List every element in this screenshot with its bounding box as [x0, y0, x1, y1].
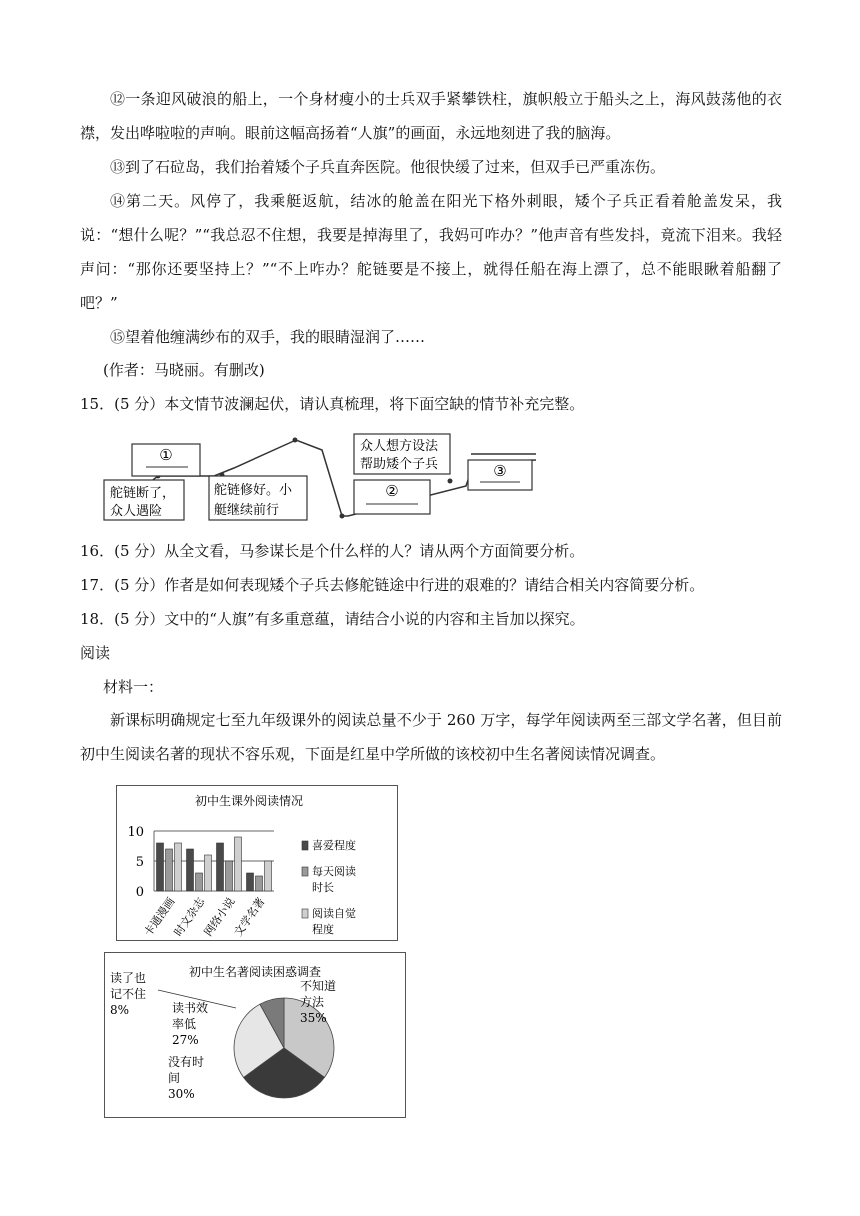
reading-intro: 新课标明确规定七至九年级课外的阅读总量不少于 260 万字，每学年阅读两至三部文学名著，但目前初中生阅读名著的现状不容乐观，下面是红星中学所做的该校初中生名著阅读情况调查。: [80, 711, 782, 763]
pie-label-0: 不知道: [300, 979, 337, 993]
plot-blank-1: ①: [159, 446, 173, 464]
plot-box-a-line1: 舵链断了，: [110, 486, 176, 501]
bar-category-label: 时文杂志: [171, 895, 208, 939]
story-paragraph-14: ⑭第二天。风停了，我乘艇返航，结冰的舱盖在阳光下格外刺眼，矮个子兵正看着舱盖发呆，我说：“想什么呢？”“我总忍不住想，我要是掉海里了，我妈可咋办？”他声音有些发抖，竟流下泪来。我轻声问：“那你还要坚持上？”“不上咋办？舵链要是不接上，就得任船在海上漂了，总不能眼瞅着船翻了吧？”: [80, 192, 782, 312]
legend-swatch: [302, 867, 308, 876]
pie-label-1: 30%: [168, 1087, 195, 1101]
bar-0-1: [166, 849, 173, 891]
reading-heading: 阅读: [80, 644, 111, 662]
bar-0-2: [175, 843, 182, 891]
pie-label-1: 没有时: [168, 1055, 205, 1069]
legend-swatch: [302, 909, 308, 918]
bar-category-label: 文学名著: [231, 895, 268, 939]
material-1-label: 材料一：: [103, 678, 164, 696]
question-15: 15．(5 分）本文情节波澜起伏，请认真梳理，将下面空缺的情节补充完整。: [80, 395, 585, 413]
bar-2-1: [226, 861, 233, 891]
bar-category-label: 网络小说: [201, 895, 238, 939]
question-18: 18．(5 分）文中的“人旗”有多重意蕴，请结合小说的内容和主旨加以探究。: [80, 610, 585, 628]
plot-blank-2: ②: [385, 482, 399, 500]
pie-label-0: 方法: [300, 995, 325, 1009]
plot-flow-diagram: [96, 430, 546, 526]
legend-label: 每天阅读: [312, 865, 356, 878]
bar-1-2: [205, 855, 212, 891]
legend-swatch: [302, 841, 308, 850]
question-17: 17．(5 分）作者是如何表现矮个子兵去修舵链途中行进的艰难的？请结合相关内容简要分析。: [80, 576, 705, 594]
pie-label-2: 27%: [172, 1033, 199, 1047]
bar-1-1: [196, 873, 203, 891]
plot-box-a-line2: 众人遇险: [110, 504, 163, 519]
bar-2-2: [235, 837, 242, 891]
bar-1-0: [187, 849, 194, 891]
story-paragraph-12: ⑫一条迎风破浪的船上，一个身材瘦小的士兵双手紧攀铁柱，旗帜般立于船头之上，海风鼓荡他的衣襟，发出哗啦啦的声响。眼前这幅高扬着“人旗”的画面，永远地刻进了我的脑海。: [80, 90, 782, 142]
legend-label: 喜爱程度: [312, 839, 356, 852]
plot-box-b-line2: 艇继续前行: [214, 503, 280, 518]
bar-3-1: [256, 876, 263, 891]
bar-y-tick-label: 10: [127, 825, 144, 840]
legend-label: 程度: [312, 923, 334, 936]
plot-blank-3: ③: [493, 462, 507, 480]
reading-pie-chart: [104, 952, 406, 1118]
bar-3-2: [265, 861, 272, 891]
author-note: (作者：马晓丽。有删改): [103, 361, 265, 379]
legend-label: 时长: [312, 881, 334, 894]
pie-chart-title: 初中生名著阅读困惑调查: [188, 965, 322, 979]
question-16: 16．(5 分）从全文看，马参谋长是个什么样的人？请从两个方面简要分析。: [80, 542, 585, 560]
legend-label: 阅读自觉: [312, 907, 356, 920]
plot-box-c-line2: 帮助矮个子兵: [360, 457, 439, 472]
story-paragraph-15: ⑮望着他缠满纱布的双手，我的眼睛湿润了……: [110, 328, 426, 346]
pie-label-3: 读了也: [110, 971, 147, 985]
bar-3-0: [247, 873, 254, 891]
pie-label-0: 35%: [300, 1011, 327, 1025]
bar-y-tick-label: 5: [135, 855, 144, 870]
bar-category-label: 卡通漫画: [141, 895, 178, 939]
plot-box-b-line1: 舵链修好。小: [214, 483, 293, 498]
reading-bar-chart: [116, 785, 398, 941]
pie-label-3: 记不住: [110, 987, 147, 1001]
bar-chart-title: 初中生课外阅读情况: [194, 794, 304, 808]
pie-label-3: 8%: [110, 1003, 130, 1017]
plot-box-c-line1: 众人想方设法: [360, 439, 439, 454]
pie-label-2: 率低: [172, 1017, 197, 1031]
pie-label-2: 读书效: [172, 1001, 209, 1015]
bar-y-tick-label: 0: [135, 885, 144, 900]
pie-label-1: 间: [168, 1071, 181, 1085]
bar-0-0: [157, 843, 164, 891]
bar-2-0: [217, 843, 224, 891]
story-paragraph-13: ⑬到了石砬岛，我们抬着矮个子兵直奔医院。他很快缓了过来，但双手已严重冻伤。: [110, 158, 666, 176]
